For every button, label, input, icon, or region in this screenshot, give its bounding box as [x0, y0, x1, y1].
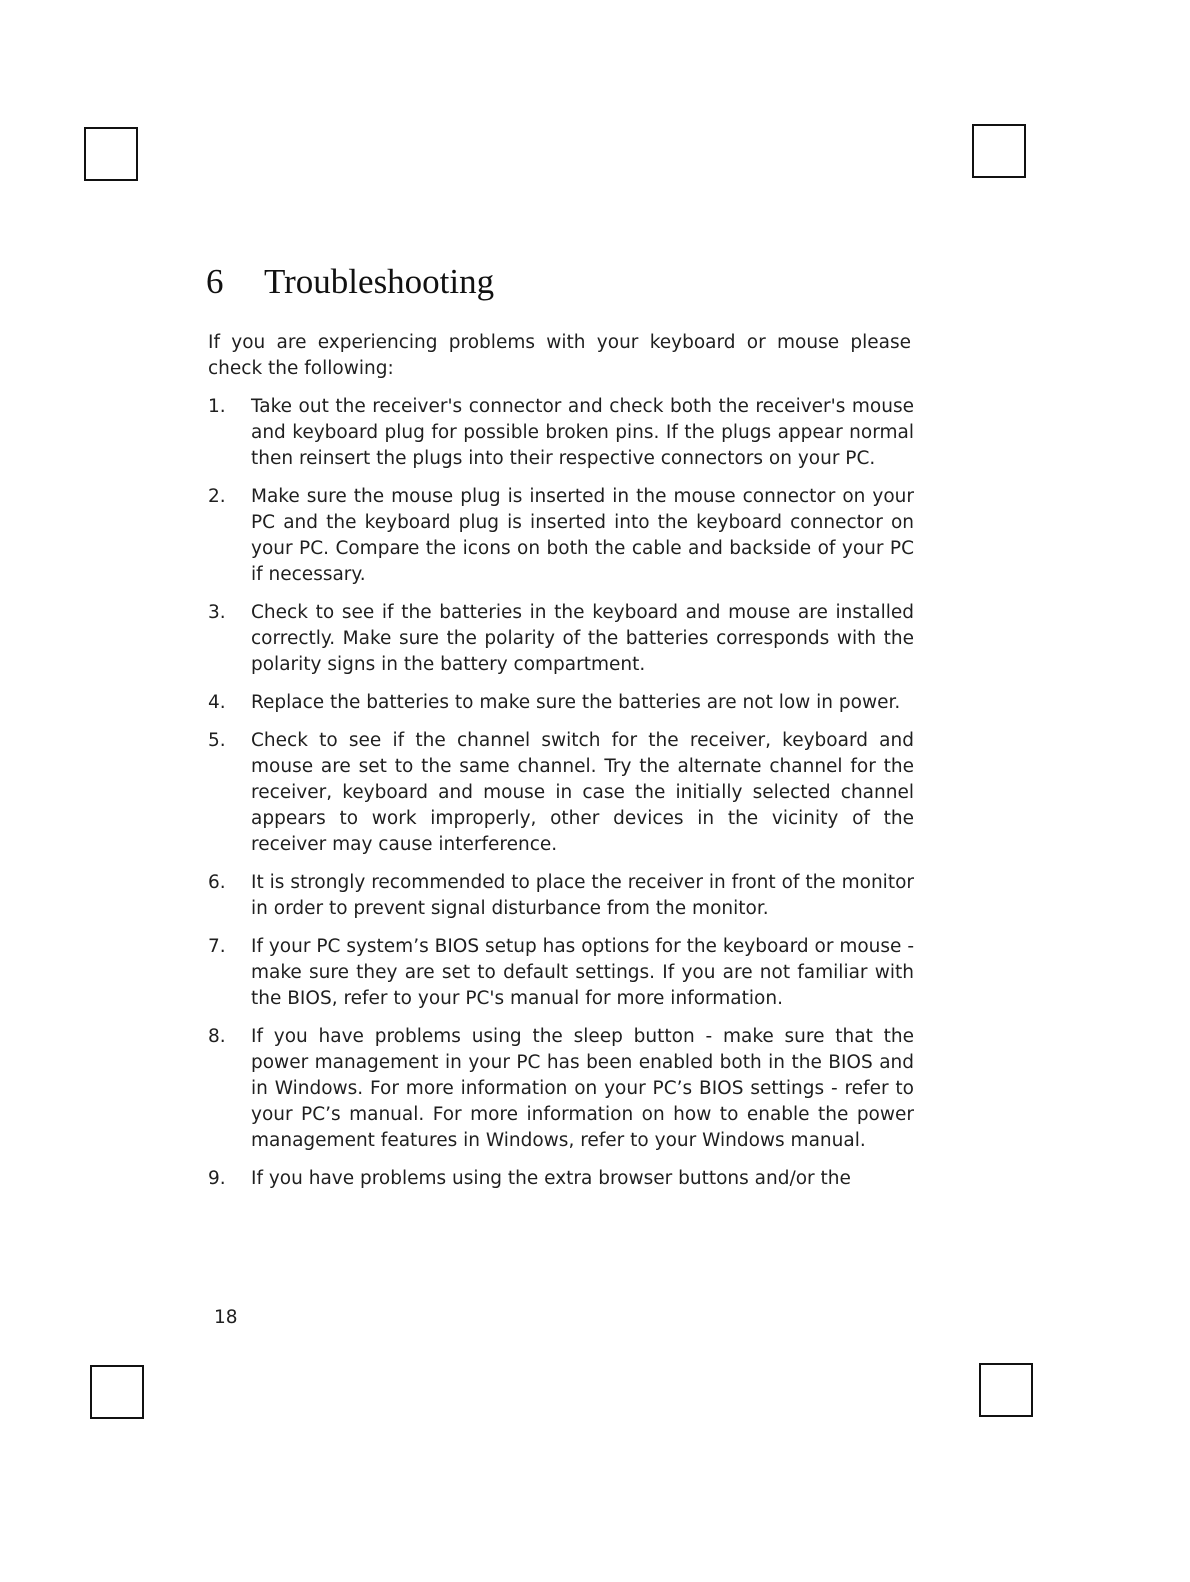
step-text: Take out the receiver's connector and check both the receiver's mouse and keyboard plug for possible broken pins. If the plugs appear normal then reinsert the plugs into their respective connectors on your PC.: [251, 396, 914, 469]
step-number: 3.: [208, 602, 226, 623]
step-text: Check to see if the batteries in the keyboard and mouse are installed correctly. Make sure the polarity of the batteries corresponds with the polarity signs in the battery compartment.: [251, 602, 914, 675]
step-item-5: [208, 728, 914, 858]
step-item-1: [208, 394, 914, 472]
crop-mark-top-right: [972, 124, 1026, 178]
section-number: 6: [206, 262, 224, 301]
crop-mark-bottom-left: [90, 1365, 144, 1419]
page-number: 18: [214, 1307, 238, 1328]
step-text: If your PC system’s BIOS setup has options for the keyboard or mouse - make sure they are set to default settings. If you are not familiar with the BIOS, refer to your PC's manual for more information.: [251, 936, 914, 1009]
step-number: 9.: [208, 1168, 226, 1189]
step-text: If you have problems using the extra browser buttons and/or the: [251, 1168, 851, 1189]
step-text: Check to see if the channel switch for the receiver, keyboard and mouse are set to the same channel. Try the alternate channel for the receiver, keyboard and mouse in case the initially selected channel appears to work improperly, other devices in the vicinity of the receiver may cause interference.: [251, 730, 914, 855]
section-title: Troubleshooting: [264, 262, 495, 301]
intro-paragraph: If you are experiencing problems with your keyboard or mouse please check the following:: [208, 332, 911, 379]
step-text: It is strongly recommended to place the receiver in front of the monitor in order to prevent signal disturbance from the monitor.: [251, 872, 914, 919]
step-text: Make sure the mouse plug is inserted in the mouse connector on your PC and the keyboard plug is inserted into the keyboard connector on your PC. Compare the icons on both the cable and backside of your PC if necessary.: [251, 486, 914, 585]
step-number: 4.: [208, 692, 226, 713]
step-number: 5.: [208, 730, 226, 751]
step-number: 7.: [208, 936, 226, 957]
crop-mark-bottom-right: [979, 1363, 1033, 1417]
step-item-8: [208, 1024, 914, 1154]
step-text: Replace the batteries to make sure the batteries are not low in power.: [251, 692, 901, 713]
step-item-2: [208, 484, 914, 588]
step-number: 6.: [208, 872, 226, 893]
crop-mark-top-left: [84, 127, 138, 181]
step-item-6: [208, 870, 914, 922]
step-number: 2.: [208, 486, 226, 507]
step-number: 8.: [208, 1026, 226, 1047]
step-item-4: [208, 690, 914, 716]
step-item-3: [208, 600, 914, 678]
step-item-7: [208, 934, 914, 1012]
section-heading: [206, 262, 494, 302]
step-number: 1.: [208, 396, 226, 417]
troubleshooting-steps: [208, 394, 914, 1204]
step-text: If you have problems using the sleep button - make sure that the power management in your PC has been enabled both in the BIOS and in Windows. For more information on your PC’s BIOS settings - refer to your PC’s manual. For more information on how to enable the power management features in Windows, refer to your Windows manual.: [251, 1026, 914, 1151]
step-item-9: [208, 1166, 914, 1192]
